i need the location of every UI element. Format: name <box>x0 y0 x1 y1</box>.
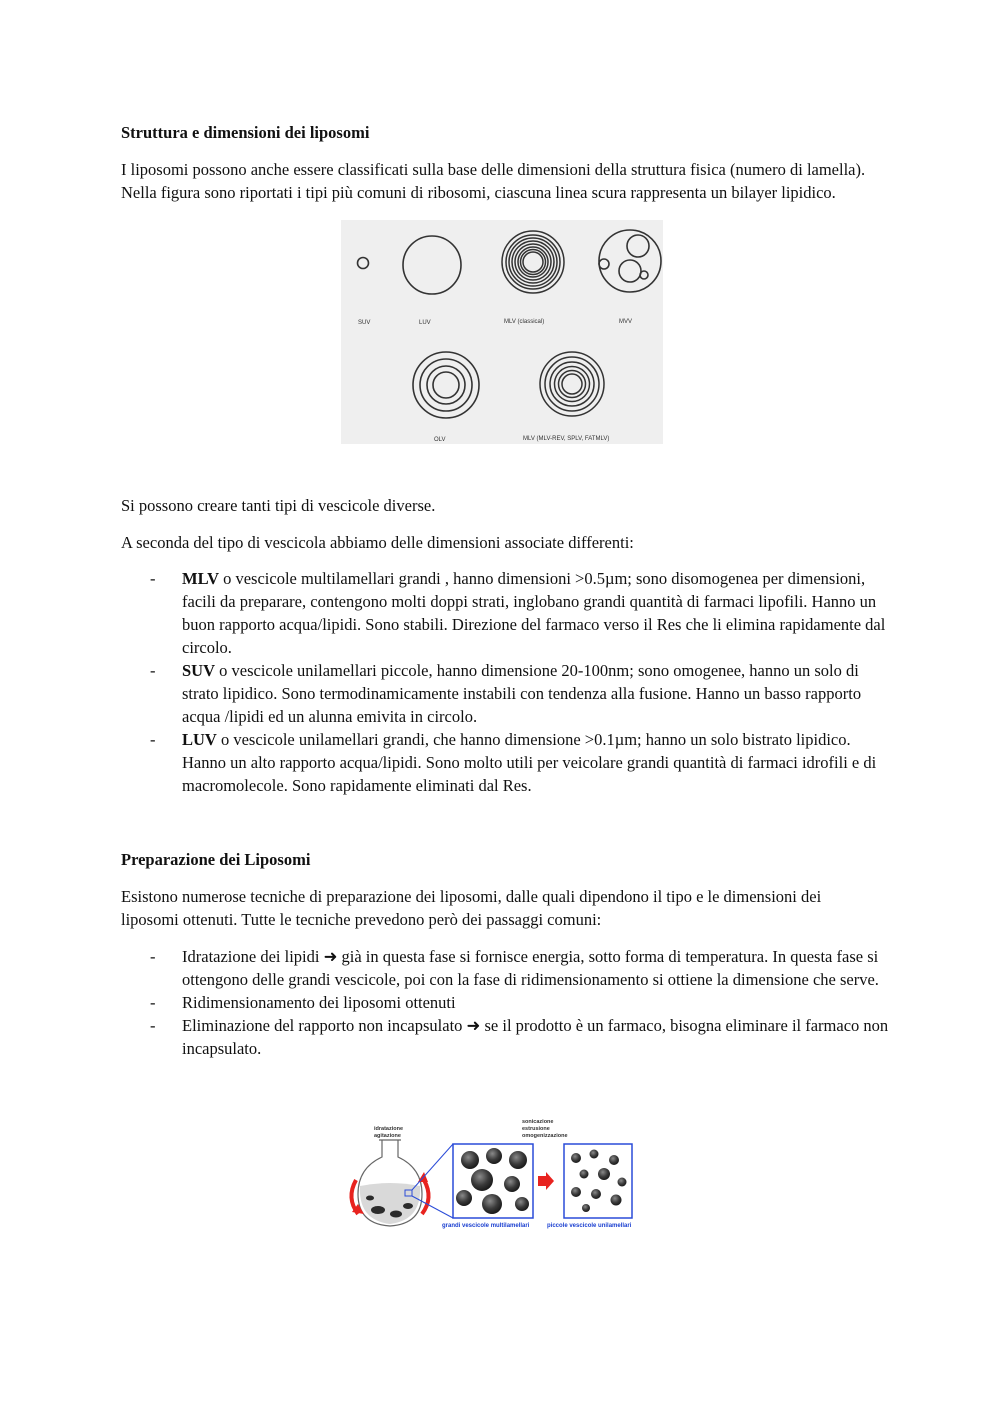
elimination-step-text: Eliminazione del rapporto non incapsulato ➜ se il prodotto è un farmaco, bisogna eliminare il farmaco non incapsulato. <box>182 1016 889 1058</box>
term-suv: SUV <box>182 661 216 680</box>
term-mlv: MLV <box>182 569 219 588</box>
list-item-hydration <box>121 945 891 991</box>
label-agitation: agitazione <box>374 1133 401 1139</box>
list-item-mlv <box>121 567 891 659</box>
list-dash: - <box>150 1016 156 1035</box>
label-mlv-classical: MLV (classical) <box>504 319 545 325</box>
label-luv: LUV <box>419 320 431 326</box>
mlv-classical-vesicle <box>502 231 564 293</box>
mlv-description: o vescicole multilamellari grandi , hanno dimensioni >0.5µm; sono disomogenea per dimensioni, facili da preparare, contengono molti doppi strati, inglobano grandi quantità di farmaci lipofili. Hanno un buon rapporto acqua/lipidi. Sono stabili. Direzione del farmaco verso il Res che li elimina rapidamente dal circolo. <box>182 569 886 657</box>
suv-vesicle <box>358 258 369 269</box>
preparation-intro-paragraph: Esistono numerose tecniche di preparazione dei liposomi, dalle quali dipendono il tipo e le dimensioni dei liposomi ottenuti. Tutte le tecniche prevedono però dei passaggi comuni: <box>121 887 822 929</box>
structure-intro-paragraph: I liposomi possono anche essere classificati sulla base delle dimensioni della struttura fisica (numero di lamella). Nella figura sono riportati i tipi più comuni di ribosomi, ciascuna linea scura rappresenta un bilayer lipidico. <box>121 160 866 202</box>
list-dash: - <box>150 569 156 588</box>
section-title-structure: Struttura e dimensioni dei liposomi <box>121 123 370 142</box>
vesicle-types-sentence: Si possono creare tanti tipi di vescicole diverse. <box>121 496 436 515</box>
list-dash: - <box>150 947 156 966</box>
mlv-variants-vesicle <box>540 352 604 416</box>
liposome-types-figure <box>341 220 663 444</box>
liposome-types-diagram <box>341 220 663 444</box>
list-dash: - <box>150 993 156 1012</box>
section-title-preparation: Preparazione dei Liposomi <box>121 850 311 869</box>
olv-vesicle <box>413 352 479 418</box>
luv-description: o vescicole unilamellari grandi, che hanno dimensione >0.1µm; hanno un solo bistrato lipidico. Hanno un alto rapporto acqua/lipidi. Sono molto utili per veicolare grandi quantità di farmaci idrofili e di macromolecole. Sono rapidamente eliminati dal Res. <box>182 730 877 795</box>
label-suv: SUV <box>358 320 371 326</box>
list-item-luv <box>121 728 891 797</box>
label-small-vesicles: piccole vescicole unilamellari <box>547 1223 632 1229</box>
label-mvv: MVV <box>619 319 633 325</box>
label-olv: OLV <box>434 437 446 443</box>
dimensions-intro-sentence: A seconda del tipo di vescicola abbiamo delle dimensioni associate differenti: <box>121 533 634 552</box>
rotation-arrow-right <box>422 1180 429 1214</box>
label-homogenization: omogenizzazione <box>522 1133 568 1139</box>
label-sonication: sonicazione <box>522 1119 554 1125</box>
suv-description: o vescicole unilamellari piccole, hanno dimensione 20-100nm; sono omogenee, hanno un solo di strato lipidico. Sono termodinamicamente instabili con tendenza alla fusione. Hanno un basso rapporto acqua /lipidi ed un alunna emivita in circolo. <box>182 661 862 726</box>
list-dash: - <box>150 661 156 680</box>
mvv-vesicle <box>599 230 661 292</box>
term-luv: LUV <box>182 730 217 749</box>
resizing-step-text: Ridimensionamento dei liposomi ottenuti <box>182 993 456 1012</box>
label-large-vesicles: grandi vescicole multilamellari <box>442 1223 530 1229</box>
list-item-elimination <box>121 1014 891 1060</box>
list-item-suv <box>121 659 891 728</box>
label-extrusion: estrusione <box>522 1126 550 1132</box>
luv-vesicle <box>403 236 461 294</box>
preparation-process-diagram <box>342 1102 648 1242</box>
flask-liquid <box>360 1183 420 1224</box>
list-item-resizing <box>121 991 891 1014</box>
preparation-steps-list <box>121 945 891 1060</box>
label-hydration: idratazione <box>374 1126 404 1132</box>
label-mlv-variants: MLV (MLV-REV, SPLV, FATMLV) <box>523 436 610 442</box>
process-arrow-icon <box>538 1172 554 1190</box>
list-dash: - <box>150 730 156 749</box>
hydration-step-text: Idratazione dei lipidi ➜ già in questa fase si fornisce energia, sotto forma di temperatura. In questa fase si ottengono delle grandi vescicole, poi con la fase di ridimensionamento si ottiene la dimensione che serve. <box>182 947 879 989</box>
preparation-process-figure <box>342 1102 648 1242</box>
vesicle-types-list <box>121 567 891 797</box>
